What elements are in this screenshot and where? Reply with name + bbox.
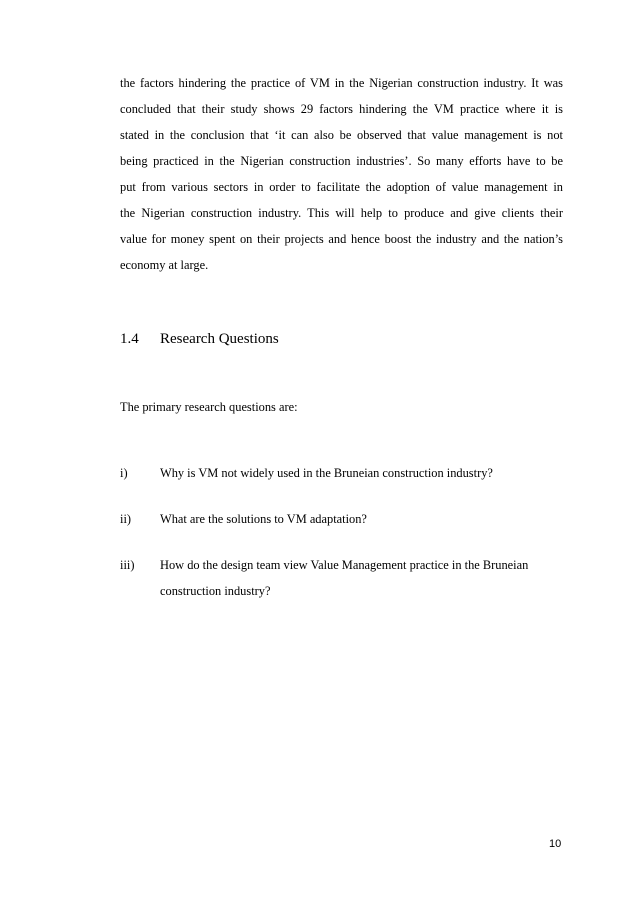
question-line: construction industry? xyxy=(160,584,271,598)
paragraph-line: concluded that their study shows 29 factors hindering the VM practice where it is xyxy=(120,102,563,116)
paragraph-line: economy at large. xyxy=(120,258,209,272)
page-number: 10 xyxy=(549,838,562,850)
question-text xyxy=(160,460,493,486)
question-text xyxy=(160,552,528,604)
section-number: 1.4 xyxy=(120,331,139,347)
section-title: Research Questions xyxy=(160,331,279,347)
paragraph-line: the factors hindering the practice of VM in the Nigerian construction industry. It was xyxy=(120,76,563,90)
question-number: iii) xyxy=(120,558,135,572)
paragraph-line: put from various sectors in order to facilitate the adoption of value management in xyxy=(120,180,563,194)
question-number: i) xyxy=(120,466,128,480)
paragraph-line: value for money spent on their projects and hence boost the industry and the nation’s xyxy=(120,232,563,246)
body-paragraph xyxy=(120,70,563,278)
question-line: Why is VM not widely used in the Bruneian construction industry? xyxy=(160,466,493,480)
question-line: What are the solutions to VM adaptation? xyxy=(160,512,367,526)
paragraph-line: stated in the conclusion that ‘it can also be observed that value management is not xyxy=(120,128,563,142)
question-text xyxy=(160,506,367,532)
question-number: ii) xyxy=(120,512,132,526)
section-heading xyxy=(120,329,279,349)
paragraph-line: being practiced in the Nigerian construction industries’. So many efforts have to be xyxy=(120,154,563,168)
questions-intro: The primary research questions are: xyxy=(120,400,298,414)
question-line: How do the design team view Value Management practice in the Bruneian xyxy=(160,558,529,572)
paragraph-line: the Nigerian construction industry. This will help to produce and give clients their xyxy=(120,206,563,220)
